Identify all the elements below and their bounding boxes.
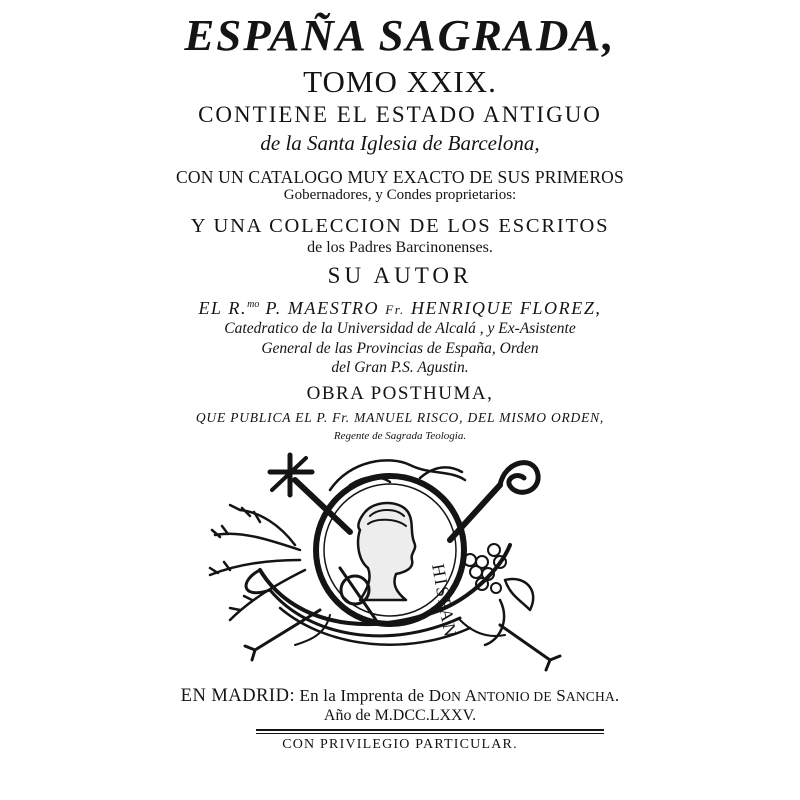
- imprint-end: .: [614, 686, 620, 705]
- volume-number: TOMO XXIX.: [303, 64, 497, 99]
- author-credentials-line-3: del Gran P.S. Agustin.: [331, 359, 469, 376]
- imprint-city: EN MADRID:: [180, 686, 296, 706]
- author-name: HENRIQUE FLOREZ,: [404, 298, 602, 318]
- regent-line: Regente de Sagrada Teologia.: [333, 430, 467, 442]
- collection-line: Y UNA COLECCION DE LOS ESCRITOS: [190, 215, 610, 237]
- imprint-smallcaps-a: ON: [441, 689, 462, 704]
- medallion-icon: [316, 476, 464, 640]
- author-credentials-line-2: General de las Provincias de España, Orden: [261, 340, 539, 357]
- fathers-line: de los Padres Barcinonenses.: [307, 239, 493, 256]
- catalog-line: CON UN CATALOGO MUY EXACTO DE SUS PRIMEROS: [176, 167, 624, 187]
- church-line: de la Santa Iglesia de Barcelona,: [260, 131, 540, 155]
- imprint-smallcaps-c: ANCHA: [565, 689, 615, 704]
- author-prefix-superscript: mo: [247, 299, 260, 310]
- privilege-line: CON PRIVILEGIO PARTICULAR.: [282, 737, 518, 752]
- imprint-text-a: En la Imprenta de D: [295, 686, 442, 705]
- author-friar: Fr.: [385, 302, 405, 317]
- author-prefix: EL R.: [198, 298, 248, 318]
- book-title: ESPAÑA SAGRADA,: [184, 11, 616, 60]
- year-line: Año de M.DCC.LXXV.: [323, 707, 477, 724]
- publisher-line: QUE PUBLICA EL P. Fr. MANUEL RISCO, DEL MISMO ORDEN,: [195, 410, 605, 425]
- author-credentials-line-1: Catedratico de la Universidad de Alcalá , y Ex-Asistente: [224, 320, 576, 337]
- imprint-smallcaps-b: NTONIO DE: [477, 689, 552, 704]
- author-name-line: [0, 298, 800, 319]
- imprint-text-c: S: [551, 686, 566, 705]
- imprint-line: [0, 686, 800, 707]
- medallion-inscription: HISPAN: [428, 562, 461, 640]
- imprint-text-b: A: [461, 686, 478, 705]
- author-title: P. MAESTRO: [259, 298, 386, 318]
- double-rule-thick: [256, 729, 604, 731]
- posthumous-heading: OBRA POSTHUMA,: [306, 383, 494, 404]
- crossed-keys-cornucopia-medallion-icon: [200, 450, 600, 680]
- author-heading: SU AUTOR: [327, 263, 473, 288]
- governors-line: Gobernadores, y Condes proprietarios:: [283, 187, 517, 203]
- double-rule-thin: [256, 733, 604, 734]
- contents-line: CONTIENE EL ESTADO ANTIGUO: [198, 102, 602, 127]
